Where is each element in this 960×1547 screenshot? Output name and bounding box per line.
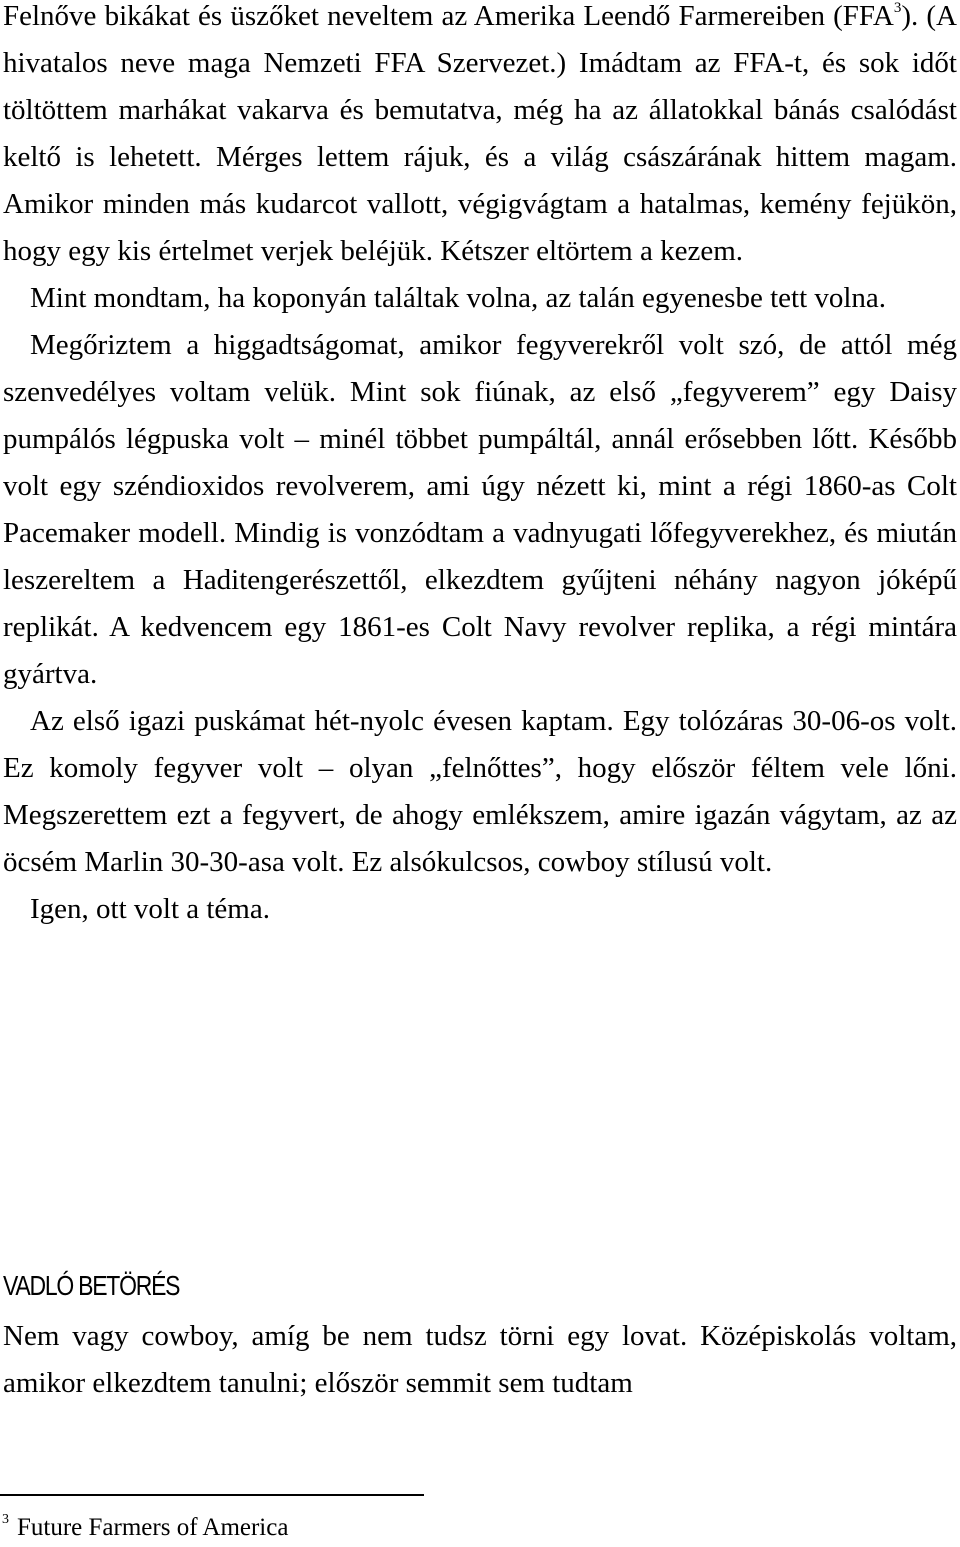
paragraph-text: ). (A hivatalos neve maga Nemzeti FFA Szervezet.) Imádtam az FFA-t, és sok időt töltöttem marhákat vakarva és bemutatva, még ha az állatokkal bánás csalódást keltő is lehetett. Mérges lettem rájuk, és a világ császárának hittem magam. Amikor minden más kudarcot vallott, végigvágtam a hatalmas, kemény fejükön, hogy egy kis értelmet verjek beléjük. Kétszer eltörtem a kezem. [3,0,958,267]
paragraph-first-rifle: Az első igazi puskámat hét-nyolc évesen kaptam. Egy tolózáras 30-06-os volt. Ez komoly fegyver volt – olyan „felnőttes”, hogy először féltem vele lőni. Megszerettem ezt a fegyvert, de ahogy emlékszem, amire igazán vágytam, az az öcsém Marlin 30-30-asa volt. Ez alsókulcsos, cowboy stílusú volt. [3,705,957,878]
section-paragraph: Nem vagy cowboy, amíg be nem tudsz törni egy lovat. Középiskolás voltam, amikor elkezdtem tanulni; először semmit sem tudtam [3,1320,957,1399]
footnote [2,1513,288,1547]
paragraph-ffa [3,0,957,275]
section-heading: VADLÓ BETÖRÉS [3,1270,180,1301]
paragraph-topic: Igen, ott volt a téma. [30,893,270,925]
paragraph-text: Felnőve bikákat és üszőket neveltem az Amerika Leendő Farmereiben (FFA [3,0,894,32]
paragraph-skull: Mint mondtam, ha koponyán találtak volna, az talán egyenesbe tett volna. [30,282,887,314]
paragraph-weapons: Megőriztem a higgadtságomat, amikor fegyverekről volt szó, de attól még szenvedélyes voltam velük. Mint sok fiúnak, az első „fegyverem” egy Daisy pumpálós légpuska volt – minél többet pumpáltál, annál erősebben lőtt. Később volt egy széndioxidos revolverem, ami úgy nézett ki, mint a régi 1860-as Colt Pacemaker modell. Mindig is vonzódtam a vadnyugati lőfegyverekhez, és miután leszereltem a Haditengerészettől, elkezdtem gyűjteni néhány nagyon jóképű replikát. A kedvencem egy 1861-es Colt Navy revolver replika, a régi mintára gyártva. [3,329,957,690]
footnote-divider [0,1494,424,1496]
body-text [3,0,957,933]
footnote-reference[interactable]: 3 [893,0,902,16]
section-body [3,1313,957,1407]
footnote-text: Future Farmers of America [17,1514,289,1541]
footnote-mark: 3 [2,1512,9,1527]
